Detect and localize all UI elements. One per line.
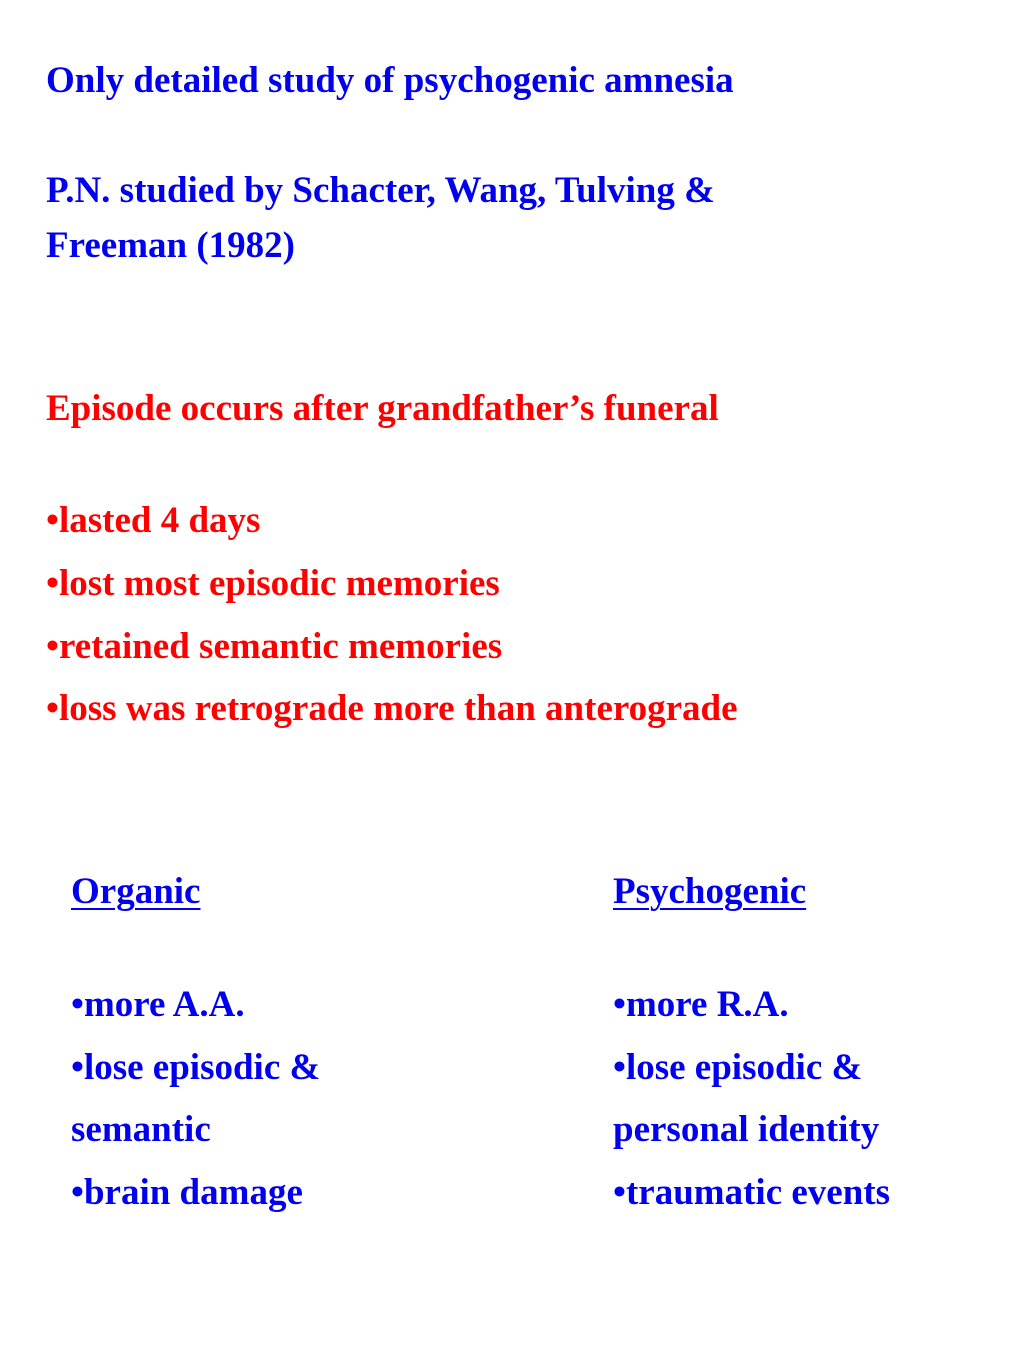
list-item: •lasted 4 days	[46, 500, 261, 541]
list-item: semantic	[71, 1109, 211, 1150]
list-item: •traumatic events	[613, 1172, 891, 1213]
psychogenic-title: Psychogenic	[613, 871, 807, 912]
study-citation-line-2: Freeman (1982)	[46, 225, 295, 266]
list-item: •lose episodic &	[613, 1047, 863, 1088]
list-item: •brain damage	[71, 1172, 303, 1213]
list-item: personal identity	[613, 1109, 880, 1150]
list-item: •lost most episodic memories	[46, 563, 500, 604]
study-citation-line-1: P.N. studied by Schacter, Wang, Tulving &	[46, 170, 715, 211]
list-item: •more A.A.	[71, 984, 245, 1025]
page-heading: Only detailed study of psychogenic amnesia	[46, 60, 734, 101]
list-item: •lose episodic &	[71, 1047, 321, 1088]
episode-title: Episode occurs after grandfather’s funeral	[46, 388, 719, 429]
list-item: •retained semantic memories	[46, 626, 503, 667]
list-item: •more R.A.	[613, 984, 789, 1025]
organic-title: Organic	[71, 871, 201, 912]
list-item: •loss was retrograde more than anterograde	[46, 688, 738, 729]
